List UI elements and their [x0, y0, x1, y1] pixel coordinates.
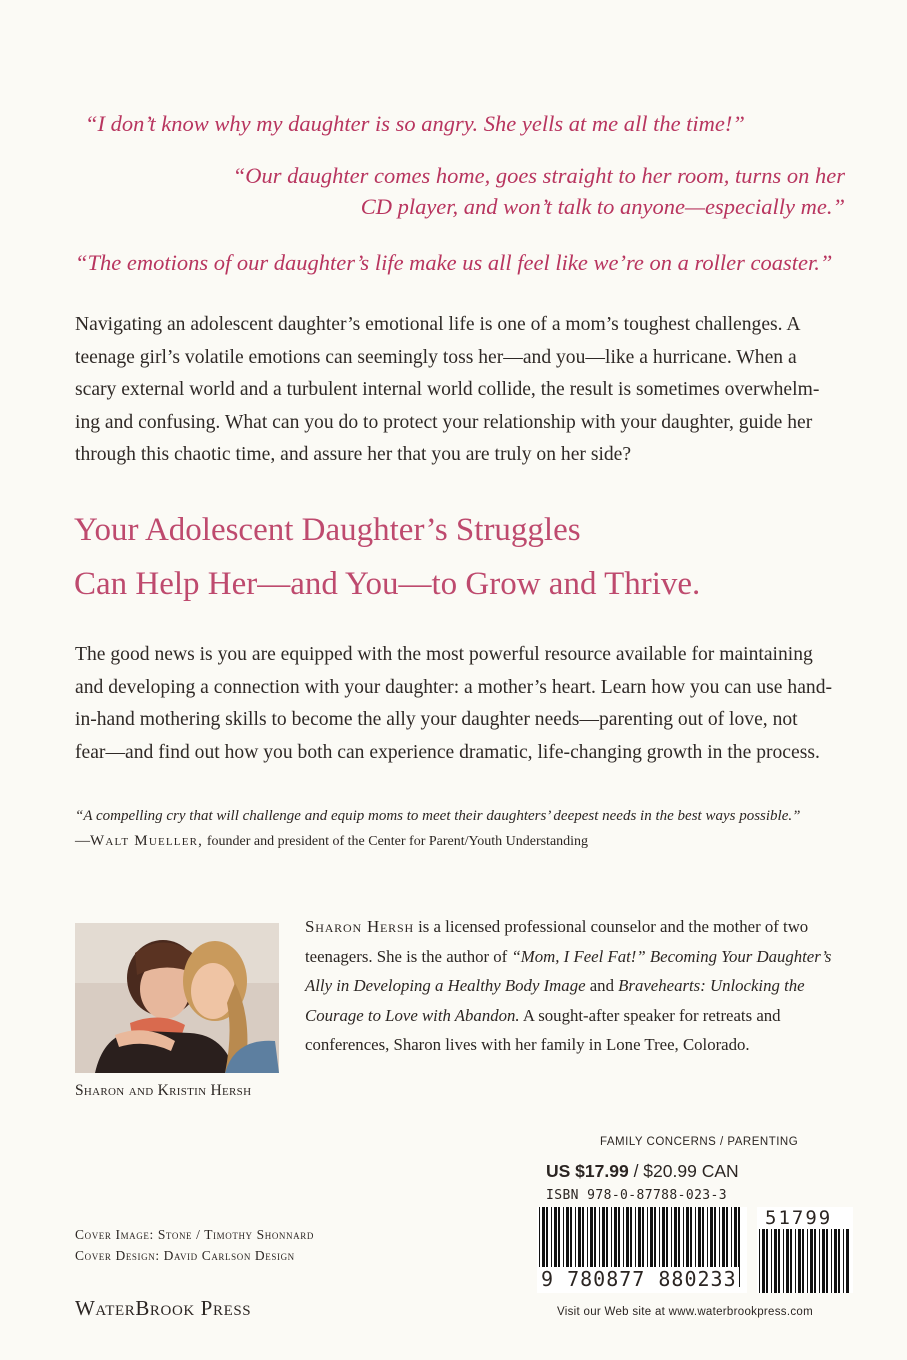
barcode-bar — [795, 1229, 796, 1293]
credit-design-label: Cover Design: — [75, 1248, 160, 1263]
barcode-digits: 9 780877 880233 — [541, 1267, 737, 1291]
good-news-line: fear—and find out how you both can experience dramatic, life-changing growth in the process. — [75, 741, 820, 763]
author-name: Sharon Hersh — [305, 917, 414, 936]
barcode-bar — [778, 1229, 780, 1293]
barcode-bar — [786, 1229, 789, 1293]
intro-line: ing and confusing. What can you do to protect your relationship with your daughter, guide her — [75, 411, 813, 433]
barcode-bar — [819, 1229, 820, 1293]
bio-line — [305, 942, 831, 972]
price — [546, 1161, 739, 1182]
barcode-bar — [834, 1229, 837, 1293]
price-can: / $20.99 CAN — [633, 1161, 739, 1181]
reader-quote-1: “I don’t know why my daughter is so angry. She yells at me all the time!” — [85, 111, 745, 136]
credit-image-value: Stone / Timothy Shonnard — [157, 1227, 314, 1242]
addon-bars — [757, 1229, 853, 1293]
bio-line: conferences, Sharon lives with her family in Lone Tree, Colorado. — [305, 1035, 750, 1055]
endorsement — [75, 804, 800, 854]
credit-design — [75, 1245, 314, 1266]
barcode-bar — [814, 1229, 816, 1293]
author-bio — [305, 912, 831, 1060]
barcode-bar — [846, 1229, 849, 1293]
author-photo — [75, 923, 279, 1073]
intro-line: Navigating an adolescent daughter’s emotional life is one of a mom’s toughest challenges. A — [75, 314, 801, 335]
bio-book-title: Courage to Love with Abandon. — [305, 1005, 520, 1025]
bio-line — [305, 912, 831, 942]
bio-text: teenagers. She is the author of — [305, 946, 508, 966]
endorsement-attribution — [75, 829, 800, 854]
reader-quote-2-line-1: “Our daughter comes home, goes straight to her room, turns on her — [232, 163, 845, 188]
intro-line: teenage girl’s volatile emotions can seemingly toss her—and you—like a hurricane. When a — [75, 346, 797, 368]
bio-book-title: “Mom, I Feel Fat!” Becoming Your Daughter’s — [511, 946, 832, 966]
credit-image — [75, 1224, 314, 1245]
reader-quote-2 — [233, 160, 845, 222]
barcode-bar — [783, 1229, 784, 1293]
bio-book-title: Bravehearts: Unlocking the — [618, 976, 805, 996]
barcode-bar — [762, 1229, 765, 1293]
bio-line — [305, 971, 831, 1001]
barcode-bar — [771, 1229, 772, 1293]
intro-paragraph — [75, 309, 855, 472]
barcode-bar — [831, 1229, 832, 1293]
barcode-bar — [810, 1229, 813, 1293]
headline-line-2: Can Help Her—and You—to Grow and Thrive. — [74, 566, 701, 602]
photo-caption: Sharon and Kristin Hersh — [75, 1082, 252, 1099]
category-label: FAMILY CONCERNS / PARENTING — [600, 1136, 799, 1148]
headline-line-1: Your Adolescent Daughter’s Struggles — [74, 512, 581, 548]
website-text: Visit our Web site at www.waterbrookpress.com — [557, 1306, 813, 1318]
barcode-bar — [759, 1229, 760, 1293]
barcode-bar — [798, 1229, 801, 1293]
intro-line: through this chaotic time, and assure her that you are truly on her side? — [75, 444, 632, 465]
credit-image-label: Cover Image: — [75, 1227, 154, 1242]
bio-text: A sought-after speaker for retreats and — [522, 1005, 781, 1025]
barcode-bar — [807, 1229, 808, 1293]
headline — [74, 503, 700, 611]
bio-line — [305, 1001, 831, 1031]
cover-credits — [75, 1224, 314, 1266]
endorsement-quote: “A compelling cry that will challenge and equip moms to meet their daughters’ deepest needs in the best ways possible.” — [75, 808, 801, 824]
endorsement-dash: — — [75, 833, 90, 849]
reader-quote-2-line-2: CD player, and won’t talk to anyone—especially me.” — [360, 194, 845, 219]
isbn: ISBN 978-0-87788-023-3 — [546, 1188, 727, 1203]
barcode-bar — [790, 1229, 792, 1293]
barcode-bar — [766, 1229, 768, 1293]
barcode-bar — [838, 1229, 840, 1293]
publisher-logo: WaterBrook Press — [75, 1296, 252, 1320]
isbn-barcode — [537, 1207, 747, 1293]
bio-text: is a licensed professional counselor and the mother of two — [418, 917, 809, 936]
good-news-line: The good news is you are equipped with the most powerful resource available for maintaining — [75, 644, 813, 665]
barcode-bar — [774, 1229, 777, 1293]
credit-design-value: David Carlson Design — [163, 1248, 295, 1263]
barcode-bar — [802, 1229, 804, 1293]
endorser-title: founder and president of the Center for Parent/Youth Understanding — [206, 834, 589, 849]
barcode-bar — [822, 1229, 825, 1293]
endorser-name: Walt Mueller, — [90, 833, 204, 849]
good-news-line: in-hand mothering skills to become the ally your daughter needs—parenting out of love, not — [75, 709, 798, 730]
reader-quote-3: “The emotions of our daughter’s life make us all feel like we’re on a roller coaster.” — [75, 250, 833, 275]
good-news-line: and developing a connection with your daughter: a mother’s heart. Learn how you can use hand- — [75, 676, 833, 698]
bio-text: and — [589, 976, 614, 996]
price-addon-barcode — [757, 1207, 853, 1293]
good-news-paragraph — [75, 639, 855, 769]
intro-line: scary external world and a turbulent internal world collide, the result is sometimes overwhelm- — [75, 379, 820, 400]
barcode-bar — [843, 1229, 844, 1293]
price-us: US $17.99 — [546, 1161, 629, 1181]
bio-book-title: Ally in Developing a Healthy Body Image — [305, 976, 586, 996]
addon-digits: 51799 — [765, 1207, 833, 1229]
barcode-bar — [826, 1229, 828, 1293]
